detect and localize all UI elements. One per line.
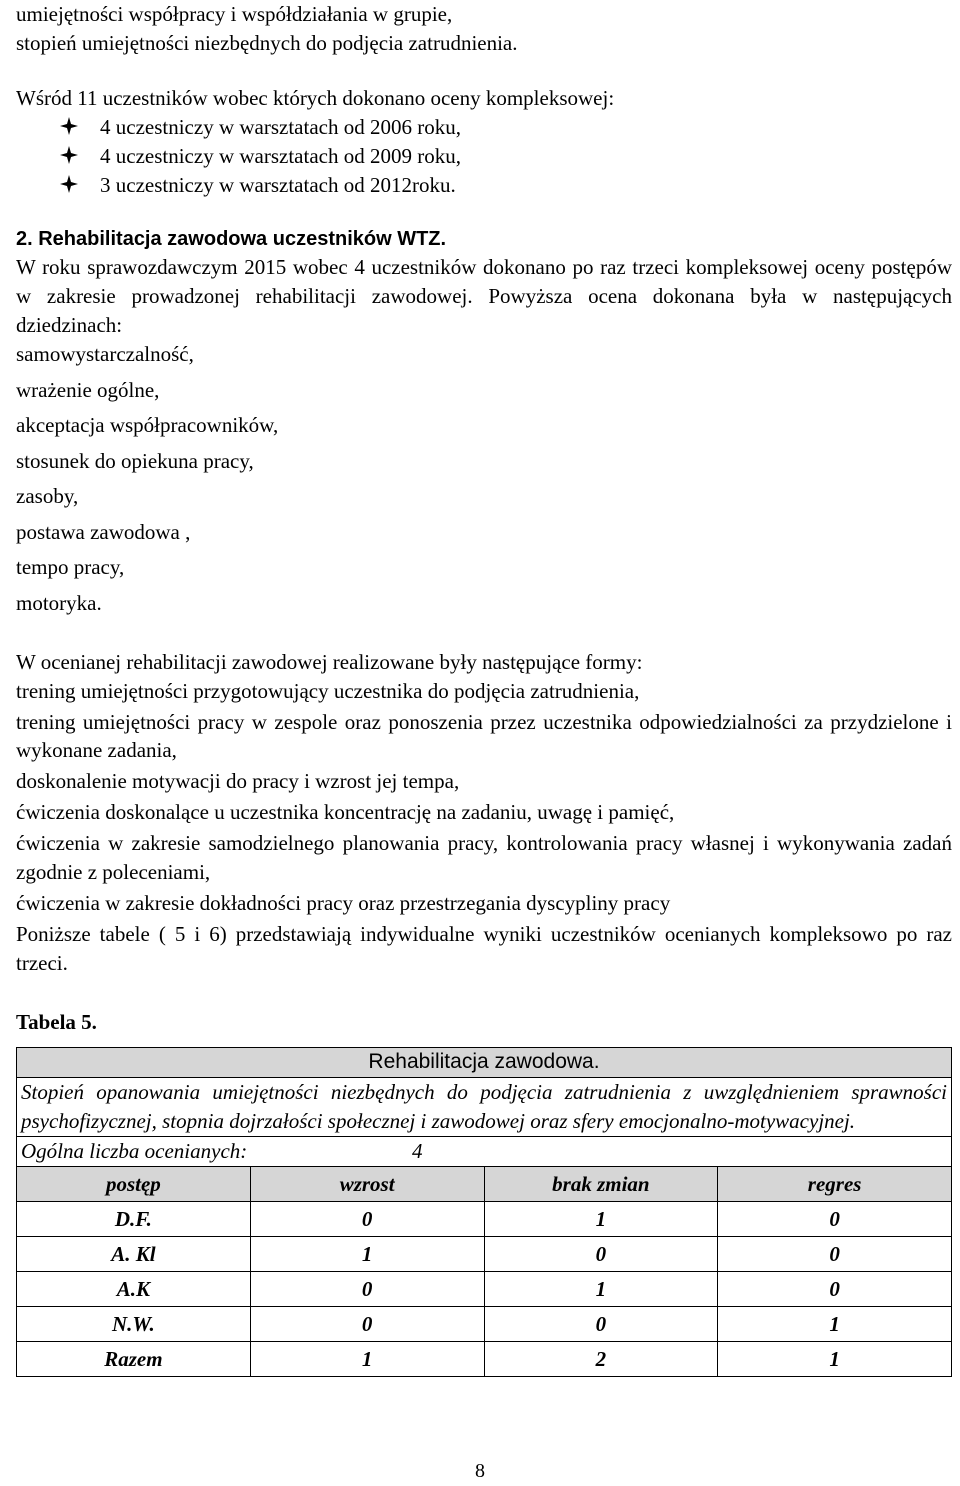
column-header: brak zmian bbox=[484, 1167, 718, 1202]
table-cell: 0 bbox=[718, 1237, 952, 1272]
table-cell: Razem bbox=[17, 1342, 251, 1377]
list-item: ćwiczenia doskonalące u uczestnika koncentrację na zadaniu, uwagę i pamięć, bbox=[16, 800, 675, 825]
table-cell: 1 bbox=[718, 1342, 952, 1377]
table-total-sum-row bbox=[17, 1342, 952, 1377]
table-title-row bbox=[17, 1048, 952, 1078]
table-total-row bbox=[17, 1137, 952, 1167]
results-table bbox=[16, 1047, 952, 1377]
table-cell: A. Kl bbox=[17, 1237, 251, 1272]
table-row bbox=[17, 1202, 952, 1237]
table-cell: A.K bbox=[17, 1272, 251, 1307]
forms-list bbox=[16, 677, 952, 919]
list-item: trening umiejętności przygotowujący uczestnika do podjęcia zatrudnienia, bbox=[16, 678, 640, 703]
table-cell: 0 bbox=[484, 1237, 718, 1272]
table-cell: 1 bbox=[484, 1272, 718, 1307]
section-paragraph: W roku sprawozdawczym 2015 wobec 4 uczestników dokonano po raz trzeci kompleksowej oceny postępów w zakresie prowadzonej rehabilitacji zawodowej. Powyższa ocena dokonana była w następujących dziedzinach: bbox=[16, 255, 952, 338]
table-row bbox=[17, 1237, 952, 1272]
table-row bbox=[17, 1307, 952, 1342]
table-cell: 0 bbox=[718, 1272, 952, 1307]
column-header: postęp bbox=[17, 1167, 251, 1202]
list-item: postawa zawodowa , bbox=[16, 519, 191, 544]
participants-list bbox=[16, 113, 952, 200]
diamond-bullet-icon bbox=[60, 117, 78, 135]
list-item: stopień umiejętności niezbędnych do podjęcia zatrudnienia. bbox=[16, 30, 518, 55]
document-page bbox=[16, 0, 952, 1377]
column-header: wzrost bbox=[250, 1167, 484, 1202]
list-item: wrażenie ogólne, bbox=[16, 377, 160, 402]
diamond-bullet-icon bbox=[60, 146, 78, 164]
total-label: Ogólna liczba ocenianych: bbox=[21, 1139, 248, 1164]
list-item: 4 uczestniczy w warsztatach od 2009 roku, bbox=[100, 142, 952, 171]
total-value: 4 bbox=[412, 1139, 423, 1164]
table-cell: 0 bbox=[250, 1272, 484, 1307]
list-item: akceptacja współpracowników, bbox=[16, 413, 279, 438]
table-cell: 0 bbox=[484, 1307, 718, 1342]
list-item: zasoby, bbox=[16, 484, 79, 509]
table-header-row bbox=[17, 1167, 952, 1202]
table-cell: N.W. bbox=[17, 1307, 251, 1342]
section-heading: 2. Rehabilitacja zawodowa uczestników WTZ. bbox=[16, 227, 447, 250]
areas-list bbox=[16, 340, 952, 617]
list-item: doskonalenie motywacji do pracy i wzrost jej tempa, bbox=[16, 769, 460, 794]
column-header: regres bbox=[718, 1167, 952, 1202]
list-item: 3 uczestniczy w warsztatach od 2012roku. bbox=[100, 171, 952, 200]
table-cell: D.F. bbox=[17, 1202, 251, 1237]
list-item: umiejętności współpracy i współdziałania w grupie, bbox=[16, 2, 453, 26]
list-item: trening umiejętności pracy w zespole oraz ponoszenia przez uczestnika odpowiedzialności za przydzielone i wykonane zadania, bbox=[16, 709, 952, 763]
list-item: ćwiczenia w zakresie dokładności pracy oraz przestrzegania dyscypliny pracy bbox=[16, 891, 671, 916]
table-cell: 1 bbox=[250, 1342, 484, 1377]
table-description-row bbox=[17, 1078, 952, 1137]
list-item: 4 uczestniczy w warsztatach od 2006 roku, bbox=[100, 113, 952, 142]
list-item: samowystarczalność, bbox=[16, 342, 194, 367]
table-cell: 1 bbox=[484, 1202, 718, 1237]
table-cell: 2 bbox=[484, 1342, 718, 1377]
table-cell: 0 bbox=[250, 1307, 484, 1342]
tables-intro: Poniższe tabele ( 5 i 6) przedstawiają indywidualne wyniki uczestników ocenianych kompleksowo po raz trzeci. bbox=[16, 922, 952, 976]
table-cell: 0 bbox=[718, 1202, 952, 1237]
table-cell: 1 bbox=[718, 1307, 952, 1342]
table-cell: 0 bbox=[250, 1202, 484, 1237]
table-cell: 1 bbox=[250, 1237, 484, 1272]
list-item: motoryka. bbox=[16, 590, 102, 615]
table-label: Tabela 5. bbox=[16, 1010, 97, 1035]
table-description: Stopień opanowania umiejętności niezbędnych do podjęcia zatrudnienia z uwzględnieniem sprawności psychofizycznej, stopnia dojrzałości społecznej i zawodowej oraz sfery emocjonalno-motywacyjnej. bbox=[17, 1078, 952, 1137]
table-title: Rehabilitacja zawodowa. bbox=[17, 1048, 952, 1078]
list-item: stosunek do opiekuna pracy, bbox=[16, 448, 254, 473]
forms-intro: W ocenianej rehabilitacji zawodowej realizowane były następujące formy: bbox=[16, 649, 643, 674]
diamond-bullet-icon bbox=[60, 175, 78, 193]
list-item: ćwiczenia w zakresie samodzielnego planowania pracy, kontrolowania pracy własnej i wykonywania zadań zgodnie z poleceniami, bbox=[16, 831, 952, 885]
list-item: tempo pracy, bbox=[16, 555, 125, 580]
table-row bbox=[17, 1272, 952, 1307]
top-bullet-list bbox=[16, 0, 952, 58]
participants-intro: Wśród 11 uczestników wobec których dokonano oceny kompleksowej: bbox=[16, 85, 615, 110]
page-number: 8 bbox=[475, 1460, 485, 1482]
